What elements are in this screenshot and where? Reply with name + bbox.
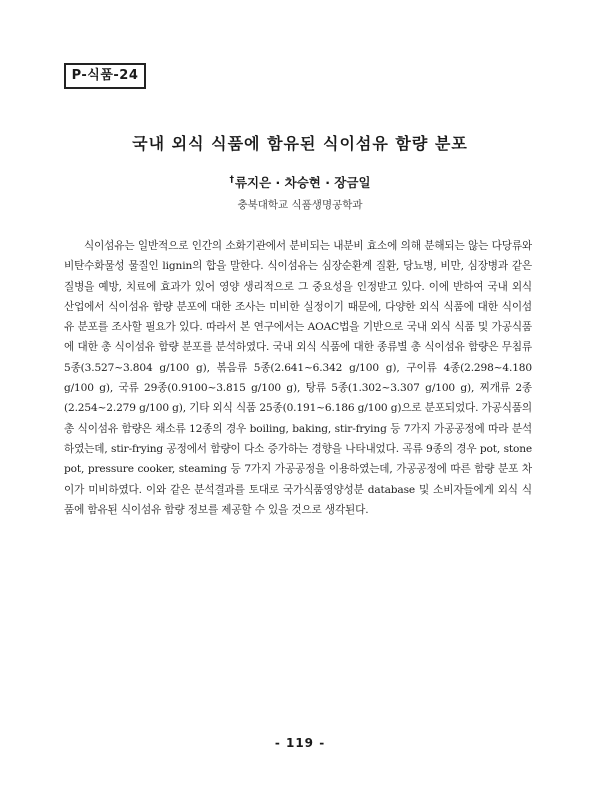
abstract-body: 식이섬유는 일반적으로 인간의 소화기관에서 분비되는 내분비 효소에 의해 분해되는 않는 다당류와 비탄수화물성 물질인 lignin의 합을 말한다. 식이섬유는 심장순환계 질환, 당뇨병, 비만, 심장병과 같은 질병을 예방, 치료에 효과가 있어 영양 생리적으로 그 중요성을 인정받고 있다. 이에 반하여 국내 외식 산업에서 식이섬유 함량 분포에 대한 조사는 미비한 실정이기 때문에, 다양한 외식 식품에 대한 식이섬유 분포를 조사할 필요가 있다. 따라서 본 연구에서는 AOAC법을 기반으로 국내 외식 식품 및 가공식품에 대한 총 식이섬유 함량 분포를 분석하였다. 국내 외식 식품에 대한 종류별 총 식이섬유 함량은 무침류 5종(3.527~3.804 g/100 g), 볶음류 5종(2.641~6.342 g/100 g), 구이류 4종(2.298~4.180 g/100 g), 국류 29종(0.9100~3.815 g/100 g), 탕류 5종(1.302~3.307 g/100 g), 찌개류 2종(2.254~2.279 g/100 g), 기타 외식 식품 25종(0.191~6.186 g/100 g)으로 분포되었다. 가공식품의 총 식이섬유 함량은 채소류 12종의 경우 boiling, baking, stir-frying 등 7가지 가공공정에 따라 분석하였는데, stir-frying 공정에서 함량이 다소 증가하는 경향을 나타내었다. 곡류 9종의 경우 pot, stone pot, pressure cooker, steaming 등 7가지 가공공정을 이용하였는데, 가공공정에 따른 함량 분포 차이가 미비하였다. 이와 같은 분석결과를 토대로 국가식품영양성분 database 및 소비자들에게 외식 식품에 함유된 식이섬유 함량 정보를 제공할 수 있을 것으로 생각된다. bbox=[64, 240, 532, 516]
author-list bbox=[0, 173, 600, 191]
session-code-badge: P-식품-24 bbox=[64, 63, 146, 89]
corresponding-author-mark: † bbox=[229, 175, 234, 185]
paper-title: 국내 외식 식품에 함유된 식이섬유 함량 분포 bbox=[132, 134, 468, 153]
page-number: - 119 - bbox=[274, 736, 326, 750]
affiliation: 충북대학교 식품생명공학과 bbox=[237, 199, 363, 211]
author-names: 류지은 · 차승현 · 장금일 bbox=[234, 175, 371, 190]
